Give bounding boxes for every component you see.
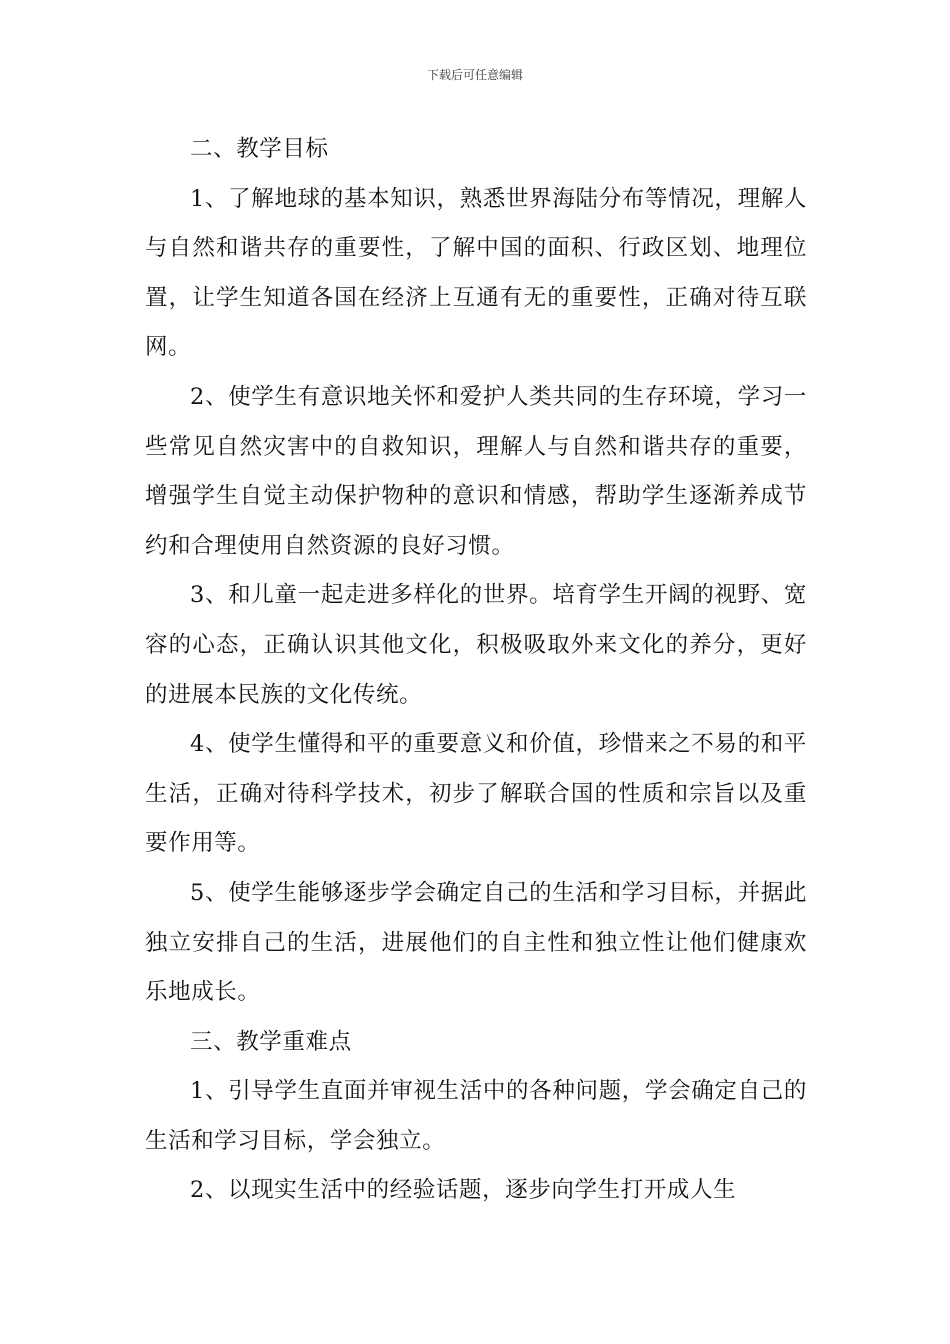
objective-item-3: 3、和儿童一起走进多样化的世界。培育学生开阔的视野、宽容的心态，正确认识其他文化，积极吸取外来文化的养分，更好的进展本民族的文化传统。	[145, 582, 807, 708]
objective-item-1: 1、了解地球的基本知识，熟悉世界海陆分布等情况，理解人与自然和谐共存的重要性，了解中国的面积、行政区划、地理位置，让学生知道各国在经济上互通有无的重要性，正确对待互联网。	[145, 185, 807, 361]
key-point-item-1: 1、引导学生直面并审视生活中的各种问题，学会确定自己的生活和学习目标，学会独立。	[145, 1078, 807, 1154]
section-heading-objectives: 二、教学目标	[190, 136, 329, 162]
document-body	[145, 125, 807, 1216]
key-point-item-2: 2、以现实生活中的经验话题，逐步向学生打开成人生	[190, 1177, 737, 1204]
section-heading-key-points: 三、教学重难点	[190, 1028, 352, 1055]
objective-item-4: 4、使学生懂得和平的重要意义和价值，珍惜来之不易的和平生活，正确对待科学技术，初步了解联合国的性质和宗旨以及重要作用等。	[145, 731, 807, 857]
objective-item-2: 2、使学生有意识地关怀和爱护人类共同的生存环境，学习一些常见自然灾害中的自救知识，理解人与自然和谐共存的重要，增强学生自觉主动保护物种的意识和情感，帮助学生逐渐养成节约和合理使用自然资源的良好习惯。	[145, 383, 807, 559]
page-header: 下载后可任意编辑	[426, 68, 523, 82]
objective-item-5: 5、使学生能够逐步学会确定自己的生活和学习目标，并据此独立安排自己的生活，进展他们的自主性和独立性让他们健康欢乐地成长。	[145, 879, 807, 1006]
